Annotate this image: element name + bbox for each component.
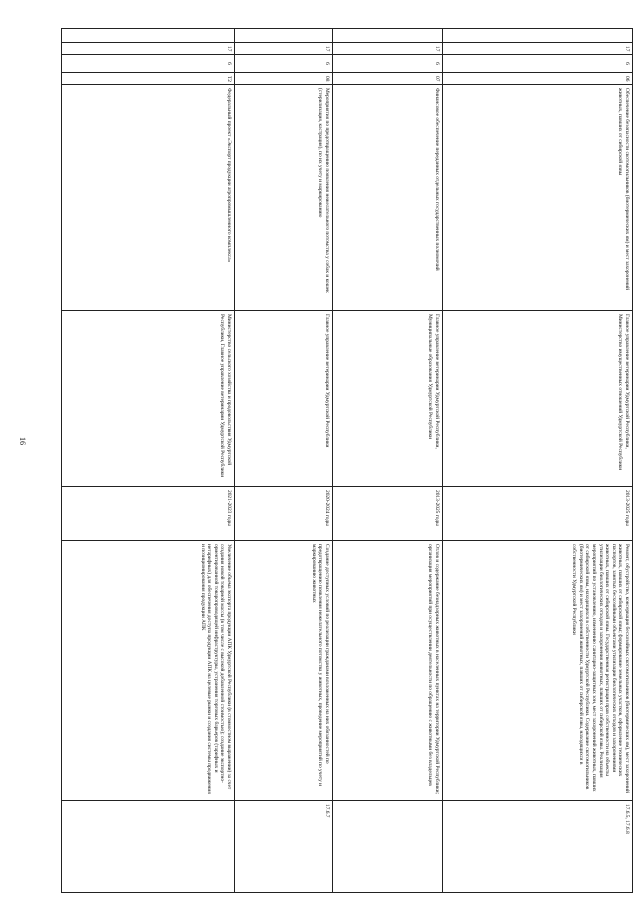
- period-cell: 2020-2024 годы: [234, 486, 332, 540]
- code-subprogram-cell: 6: [442, 54, 632, 72]
- executor-cell: Главное управление ветеринарии Удмуртской Республики, Министерство имущественных отношений Удмуртской Республики: [442, 310, 632, 486]
- executor-cell: Главное управление ветеринарии Удмуртской Республики, Муниципальные образования Удмуртской Республики: [332, 310, 442, 486]
- code-program-cell: 17: [332, 42, 442, 54]
- result-cell: Отлов и содержание безнадзорных животных в населенных пунктах на территории Удмуртской Республики; организация мероприятий при осуществлении деятельности по обращению с животными без владельцев: [332, 540, 442, 800]
- page-number: 16: [18, 437, 27, 445]
- executor-cell: Главное управление ветеринарии Удмуртской Республики: [234, 310, 332, 486]
- measure-name-cell: Обеспечение безопасности скотомогильников (биотермических ям) и мест захоронений животных, павших от сибирской язвы: [442, 84, 632, 310]
- period-cell: 2013-2025 годы: [332, 486, 442, 540]
- program-measures-table: [63, 28, 633, 893]
- table-row: [442, 28, 633, 893]
- empty-cell: [62, 28, 234, 42]
- empty-cell: [442, 28, 632, 42]
- code-measure-cell: 06: [442, 72, 632, 84]
- code-subprogram-cell: 6: [332, 54, 442, 72]
- period-cell: 2021-2023 годы: [62, 486, 234, 540]
- measure-name-cell: Финансовое обеспечение переданных отдельных государственных полномочий: [332, 84, 442, 310]
- empty-cell: [234, 28, 332, 42]
- code-program-cell: 17: [234, 42, 332, 54]
- empty-cell: [332, 28, 442, 42]
- code-measure-cell: 07: [332, 72, 442, 84]
- result-cell: Увеличение объема экспорта продукции АПК Удмуртской Республики (в стоимостном выражении) за счет создания новой товарной массы (в том числе с высокой добавленной стоимостью); создание экспортно-ориентированной товаропроводящей инфраструктуры, устранения торговых барьеров (тарифных и нетарифных) для обеспечения доступа продукции АПК на целевые рынки и создания системы продвижения и позиционирования продукции АПК: [62, 540, 234, 800]
- code-measure-cell: 08: [234, 72, 332, 84]
- code-subprogram-cell: 6: [234, 54, 332, 72]
- code-subprogram-cell: 6: [62, 54, 234, 72]
- indicator-cell: [332, 800, 442, 893]
- code-measure-cell: T2: [62, 72, 234, 84]
- table-row: [332, 28, 443, 893]
- period-cell: 2013-2025 годы: [442, 486, 632, 540]
- measure-name-cell: Федеральный проект «Экспорт продукции агропромышленного комплекса»: [62, 84, 234, 310]
- table-row: [61, 28, 235, 893]
- code-program-cell: 17: [62, 42, 234, 54]
- indicator-cell: 17.6.5, 17.6.8: [442, 800, 632, 893]
- executor-cell: Министерство сельского хозяйства и продовольствия Удмуртской Республики, Главное управление ветеринарии Удмуртской Республики: [62, 310, 234, 486]
- indicator-cell: [62, 800, 234, 893]
- code-program-cell: 17: [442, 42, 632, 54]
- measure-name-cell: Мероприятия по предотвращению появления нежелательного потомства у собак и кошек (стерилизация, кастрация), по их учету и маркированию: [234, 84, 332, 310]
- result-cell: Создание доступных условий по реализации гражданами возложенных на них обязанностей по предотвращению появления нежелательного потомства у животных, проведение мероприятий по учету и маркированию животных: [234, 540, 332, 800]
- table-row: [234, 28, 333, 893]
- result-cell: Ремонт, обустройство, консервация бесхозяйных скотомогильников (биотермических ям), мест захоронений животных, павших от сибирской язвы; формирование земельных участков, оформление технических паспортов, занятых бесхозяйными объектами утилизации биологических отходов и захоронениями животных, павших от сибирской язвы. Государственная регистрация прав собственности на объекты утилизации биологических отходов и захоронения животных, павших от сибирской язвы. Реализация мероприятий по установлению, изменению санитарно-защитных зон, мест захоронений животных, павших от сибирской язвы, находящихся в собственности Удмуртской Республики. Содержание скотомогильников (биотермических ям) и мест захоронений животных, павших от сибирской язвы, находящихся в собственности Удмуртской Республики: [442, 540, 632, 800]
- indicator-cell: 17.6.7: [234, 800, 332, 893]
